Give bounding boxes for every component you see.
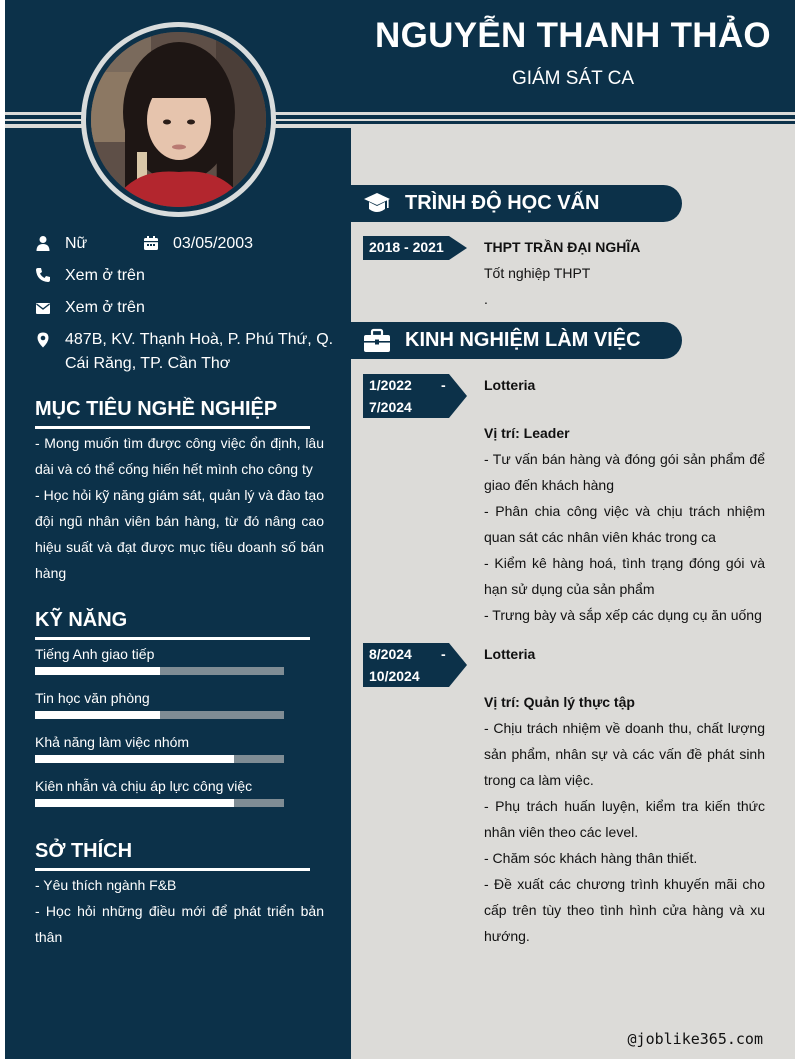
education-note: . [484,291,488,307]
hobbies-text: - Yêu thích ngành F&B - Học hỏi những điều mới để phát triển bản thân [35,877,324,945]
job-position: Vị trí: Quản lý thực tập [484,694,635,710]
address-line-2: Cái Răng, TP. Cần Thơ [65,355,231,372]
envelope-icon [35,300,51,316]
job-details: - Tư vấn bán hàng và đóng gói sản phẩm để giao đến khách hàng - Phân chia công việc và chịu trách nhiệm quan sát các nhân viên khác trong ca - Kiểm kê hàng hoá, tình trạng đóng gói và hạn sử dụng của sản phẩm - Trưng bày và sắp xếp các dụng cụ ăn uống [484,451,765,623]
phone-icon [35,267,51,283]
job-date-tag [363,643,467,687]
experience-banner [351,322,682,359]
skill-name: Khả năng làm việc nhóm [35,734,190,750]
job-date-end: 7/2024 [369,399,412,415]
job-position: Vị trí: Leader [484,425,570,441]
skill-bar [35,755,284,763]
skills-title: KỸ NĂNG [35,609,128,631]
birthdate-value: 03/05/2003 [173,235,254,252]
cv-page [5,0,795,1059]
experience-title: KINH NGHIỆM LÀM VIỆC [405,329,641,351]
candidate-name: NGUYỄN THANH THẢO [375,16,771,55]
objective-text: - Mong muốn tìm được công việc ổn định, lâu dài và có thể cống hiến hết mình cho công ty - Học hỏi kỹ năng giám sát, quản lý và đào tạo đội ngũ nhân viên bán hàng, từ đó nâng cao hiệu suất và đạt được mục tiêu doanh số bán hàng [35,435,324,581]
education-date: 2018 - 2021 [369,239,444,255]
skill-bar [35,711,284,719]
job-date-tag [363,374,467,418]
education-title: TRÌNH ĐỘ HỌC VẤN [405,192,600,214]
skill-bar [35,799,284,807]
skill-bar-fill [35,755,234,763]
footer-watermark: @joblike365.com [627,1030,763,1048]
hobbies-underline [35,868,310,871]
map-pin-icon [35,332,51,348]
hobbies-title: SỞ THÍCH [35,840,133,862]
education-banner [351,185,682,222]
education-degree: Tốt nghiệp THPT [484,265,591,281]
education-date-tag [363,236,467,260]
calendar-icon [143,235,159,251]
job-date-start: 1/2022 [369,377,412,393]
job-date-separator: - [441,646,446,662]
objective-title: MỤC TIÊU NGHỀ NGHIỆP [35,398,278,420]
skill-bar [35,667,284,675]
phone-value: Xem ở trên [65,267,145,284]
education-school: THPT TRẦN ĐẠI NGHĨA [484,239,641,255]
avatar [91,32,266,207]
graduation-cap-icon [363,191,391,217]
job-company: Lotteria [484,377,536,393]
skill-bar-fill [35,799,234,807]
candidate-title: GIÁM SÁT CA [511,68,635,89]
job-company: Lotteria [484,646,536,662]
skill-name: Tin học văn phòng [35,690,150,706]
job-date-start: 8/2024 [369,646,412,662]
objective-underline [35,426,310,429]
email-value: Xem ở trên [65,299,145,316]
skill-bar-fill [35,711,160,719]
address-line-1: 487B, KV. Thạnh Hoà, P. Phú Thứ, Q. [65,331,334,348]
skill-name: Kiên nhẫn và chịu áp lực công việc [35,778,253,794]
skills-underline [35,637,310,640]
gender-value: Nữ [65,235,88,252]
skill-name: Tiếng Anh giao tiếp [35,646,155,662]
job-date-separator: - [441,377,446,393]
user-icon [35,235,51,251]
job-details: - Chịu trách nhiệm về doanh thu, chất lượng sản phẩm, nhân sự và các vấn đề phát sinh trong ca làm việc. - Phụ trách huấn luyện, kiểm tra kiến thức nhân viên theo các level. - Chăm sóc khách hàng thân thiết. - Đề xuất các chương trình khuyến mãi cho cấp trên tùy theo tình hình cửa hàng và xu hướng. [484,720,765,944]
job-date-end: 10/2024 [369,668,420,684]
skill-bar-fill [35,667,160,675]
briefcase-icon [363,328,391,354]
